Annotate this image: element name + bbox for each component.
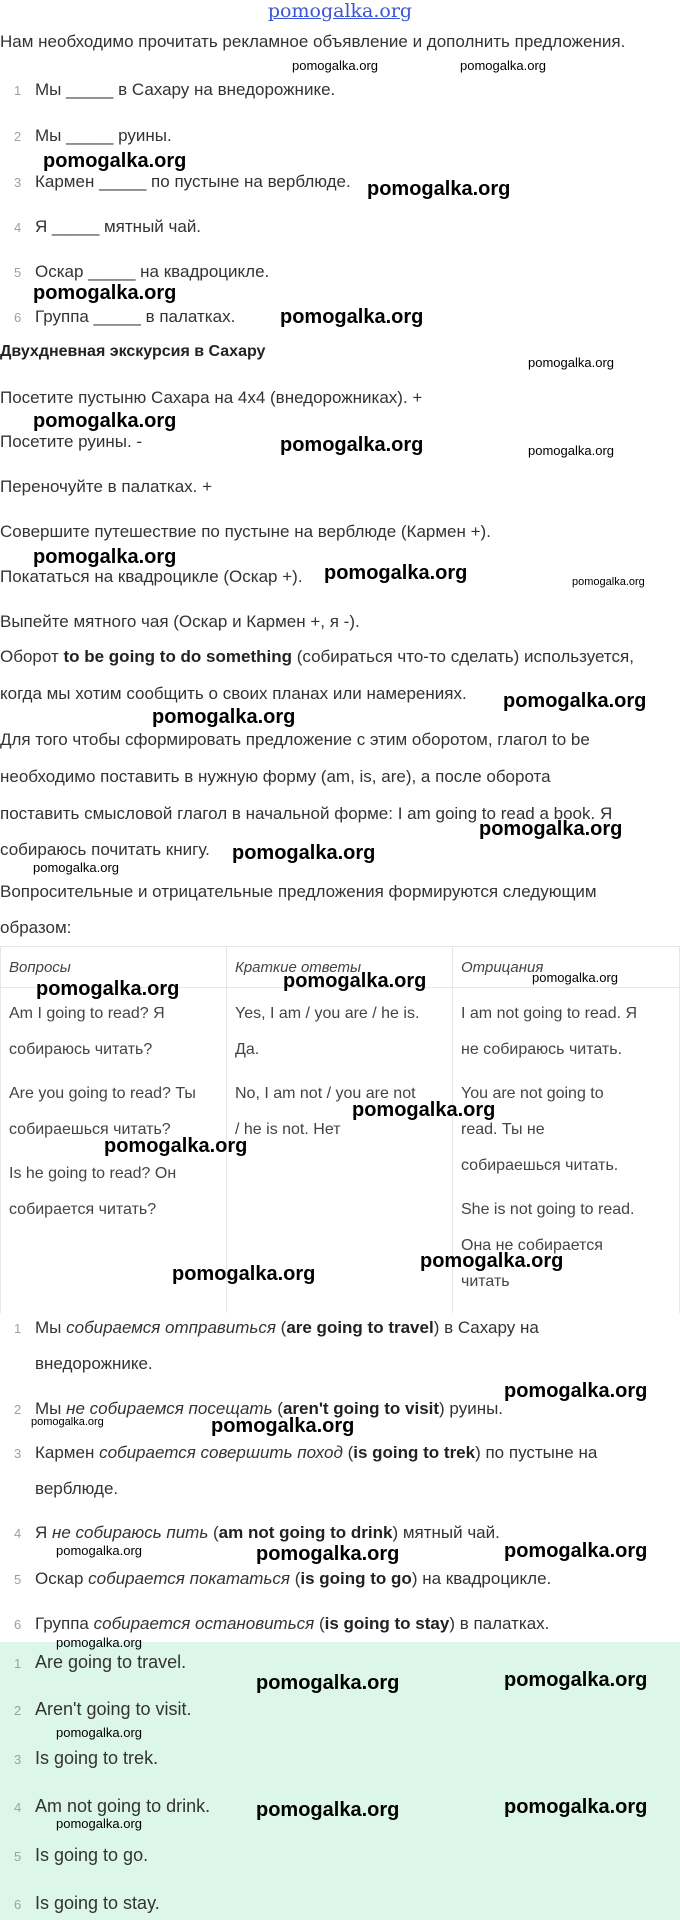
watermark: pomogalka.org [504, 1540, 648, 1562]
watermark: pomogalka.org [33, 410, 177, 432]
item-number: 3 [14, 1446, 22, 1461]
table-cell-line: Она не собирается [461, 1237, 603, 1254]
theory-line: поставить смысловой глагол в начальной форме: I am going to read a book. Я [0, 804, 613, 823]
watermark: pomogalka.org [31, 1416, 104, 1428]
text-fragment: ( [275, 1318, 287, 1337]
text-fragment: ) руины. [439, 1399, 504, 1418]
list-item [0, 1699, 680, 1725]
item-number: 6 [14, 1897, 22, 1912]
watermark: pomogalka.org [479, 818, 623, 840]
text-fragment: ) по пустыне на [475, 1443, 598, 1462]
list-item [0, 172, 680, 196]
item-number: 4 [14, 1526, 22, 1541]
ad-line: Покататься на квадроцикле (Оскар +). [0, 567, 303, 586]
table-cell-line: читать [461, 1273, 510, 1290]
table-cell-line: She is not going to read. [461, 1201, 635, 1218]
watermark: pomogalka.org [504, 1380, 648, 1402]
russian-phrase: собирается совершить поход [99, 1443, 343, 1462]
item-number: 1 [14, 1321, 22, 1336]
watermark: pomogalka.org [292, 58, 378, 73]
item-number: 2 [14, 1703, 22, 1718]
watermark: pomogalka.org [324, 562, 468, 584]
watermark: pomogalka.org [36, 978, 180, 1000]
theory-line: образом: [0, 918, 72, 937]
item-number: 1 [14, 83, 22, 98]
text-fragment: ( [208, 1523, 219, 1542]
english-phrase: is going to stay [324, 1614, 450, 1633]
item-text [35, 1443, 597, 1463]
watermark: pomogalka.org [33, 546, 177, 568]
answer-text: Is going to stay. [35, 1893, 160, 1913]
watermark: pomogalka.org [56, 1543, 142, 1558]
item-text: Группа _____ в палатках. [35, 307, 236, 326]
watermark: pomogalka.org [504, 1796, 648, 1818]
theory-paragraph [0, 647, 634, 667]
watermark: pomogalka.org [504, 1669, 648, 1691]
english-phrase: is going to trek [353, 1443, 476, 1462]
item-text: Оскар _____ на квадроцикле. [35, 262, 270, 281]
table-cell-line: собираешься читать. [461, 1157, 619, 1174]
watermark: pomogalka.org [460, 58, 546, 73]
list-item [0, 1318, 680, 1378]
table-cell-line: / he is not. Нет [235, 1121, 341, 1138]
item-text-line2: внедорожнике. [35, 1354, 153, 1373]
ad-line: Выпейте мятного чая (Оскар и Кармен +, я -). [0, 612, 360, 631]
watermark: pomogalka.org [283, 970, 427, 992]
item-text [35, 1569, 551, 1589]
table-cell-line: Yes, I am / you are / he is. [235, 1005, 420, 1022]
item-number: 4 [14, 1800, 22, 1815]
item-number: 3 [14, 1752, 22, 1767]
text-fragment: ) на квадроцикле. [411, 1569, 552, 1588]
item-number: 1 [14, 1656, 22, 1671]
text-fragment: (собираться что-то сделать) используется, [292, 647, 634, 666]
item-number: 5 [14, 1849, 22, 1864]
watermark: pomogalka.org [256, 1543, 400, 1565]
item-number: 2 [14, 1402, 22, 1417]
item-text: Я _____ мятный чай. [35, 217, 202, 236]
watermark: pomogalka.org [528, 443, 614, 458]
watermark: pomogalka.org [172, 1263, 316, 1285]
header-label: Краткие ответы [235, 959, 361, 976]
list-item [0, 1893, 680, 1919]
text-fragment: Мы [35, 1318, 67, 1337]
ad-line: Переночуйте в палатках. + [0, 477, 213, 496]
item-text [35, 1614, 549, 1634]
watermark: pomogalka.org [232, 842, 376, 864]
answer-text: Is going to trek. [35, 1748, 159, 1768]
text-fragment: Я [35, 1523, 52, 1542]
watermark: pomogalka.org [56, 1635, 142, 1650]
task-intro: Нам необходимо прочитать рекламное объявление и дополнить предложения. [0, 32, 626, 51]
watermark: pomogalka.org [56, 1725, 142, 1740]
item-text [35, 1318, 539, 1338]
item-number: 4 [14, 220, 22, 235]
table-cell-line: You are not going to [461, 1085, 604, 1102]
ad-line: Посетите руины. - [0, 432, 143, 451]
table-cell-line: read. Ты не [461, 1121, 545, 1138]
answer-text: Am not going to drink. [35, 1796, 211, 1816]
grammar-table [0, 946, 680, 1313]
ad-line: Совершите путешествие по пустыне на верблюде (Кармен +). [0, 522, 491, 541]
text-fragment: ) в палатках. [449, 1614, 550, 1633]
english-phrase: are going to travel [286, 1318, 434, 1337]
russian-phrase: собираемся отправиться [66, 1318, 276, 1337]
item-text: Мы _____ руины. [35, 126, 172, 145]
watermark: pomogalka.org [572, 576, 645, 588]
table-cell-line: I am not going to read. Я [461, 1005, 638, 1022]
site-logo[interactable]: pomogalka.org [267, 0, 413, 22]
header-label: Отрицания [461, 959, 544, 976]
watermark: pomogalka.org [33, 282, 177, 304]
watermark: pomogalka.org [43, 150, 187, 172]
theory-line: Для того чтобы сформировать предложение с этим оборотом, глагол to be [0, 730, 590, 749]
item-number: 5 [14, 1572, 22, 1587]
text-fragment: Мы [35, 1399, 67, 1418]
table-cell-line: No, I am not / you are not [235, 1085, 416, 1102]
watermark: pomogalka.org [280, 434, 424, 456]
text-fragment: ) мятный чай. [392, 1523, 500, 1542]
text-fragment: ( [290, 1569, 301, 1588]
table-cell-line: собирается читать? [9, 1201, 157, 1218]
text-fragment: Группа [35, 1614, 94, 1633]
russian-phrase: собирается остановиться [93, 1614, 315, 1633]
text-fragment: Оборот [0, 647, 64, 666]
ad-line: Посетите пустыню Сахара на 4x4 (внедорожниках). + [0, 388, 423, 407]
item-text: Мы _____ в Сахару на внедорожнике. [35, 80, 336, 99]
item-number: 3 [14, 175, 22, 190]
watermark: pomogalka.org [528, 355, 614, 370]
english-phrase: am not going to drink [218, 1523, 393, 1542]
watermark: pomogalka.org [256, 1672, 400, 1694]
watermark: pomogalka.org [211, 1415, 355, 1437]
table-cell-line: собираюсь читать? [9, 1041, 153, 1058]
item-number: 2 [14, 129, 22, 144]
watermark: pomogalka.org [256, 1799, 400, 1821]
theory-line: собираюсь почитать книгу. [0, 840, 210, 859]
watermark: pomogalka.org [503, 690, 647, 712]
english-phrase: aren't going to visit [282, 1399, 440, 1418]
list-item [0, 1569, 680, 1593]
watermark: pomogalka.org [280, 306, 424, 328]
watermark: pomogalka.org [352, 1099, 496, 1121]
watermark: pomogalka.org [367, 178, 511, 200]
list-item [0, 80, 680, 104]
list-item [0, 1443, 680, 1503]
ad-title: Двухдневная экскурсия в Сахару [0, 343, 266, 360]
text-fragment: Оскар [35, 1569, 89, 1588]
table-cell-line: Am I going to read? Я [9, 1005, 165, 1022]
theory-line: когда мы хотим сообщить о своих планах или намерениях. [0, 684, 467, 703]
theory-phrase: to be going to do something [63, 647, 292, 666]
answer-text: Is going to go. [35, 1845, 149, 1865]
item-number: 5 [14, 265, 22, 280]
answer-text: Aren't going to visit. [35, 1699, 192, 1719]
russian-phrase: не собираемся посещать [66, 1399, 273, 1418]
english-phrase: is going to go [300, 1569, 412, 1588]
item-number: 6 [14, 310, 22, 325]
watermark: pomogalka.org [33, 860, 119, 875]
table-cell-line: собираешься читать? [9, 1121, 171, 1138]
header-label: Вопросы [9, 959, 71, 976]
table-cell-line: Is he going to read? Он [9, 1165, 177, 1182]
watermark: pomogalka.org [56, 1816, 142, 1831]
list-item [0, 217, 680, 241]
watermark: pomogalka.org [420, 1250, 564, 1272]
watermark: pomogalka.org [532, 970, 618, 985]
item-number: 6 [14, 1617, 22, 1632]
text-fragment: ) в Сахару на [433, 1318, 539, 1337]
text-fragment: Кармен [35, 1443, 100, 1462]
item-text-line2: верблюде. [35, 1479, 119, 1498]
list-item [0, 1845, 680, 1871]
answer-text: Are going to travel. [35, 1652, 187, 1672]
theory-line: Вопросительные и отрицательные предложения формируются следующим [0, 882, 597, 901]
item-text [35, 1523, 500, 1543]
list-item [0, 1748, 680, 1774]
table-cell-line: Are you going to read? Ты [9, 1085, 196, 1102]
text-fragment: ( [272, 1399, 283, 1418]
item-text: Кармен _____ по пустыне на верблюде. [35, 172, 351, 191]
list-item [0, 126, 680, 150]
watermark: pomogalka.org [152, 706, 296, 728]
russian-phrase: не собираюсь пить [52, 1523, 209, 1542]
theory-line: необходимо поставить в нужную форму (am, is, are), а после оборота [0, 767, 551, 786]
russian-phrase: собирается покататься [88, 1569, 290, 1588]
text-fragment: ( [314, 1614, 325, 1633]
text-fragment: ( [342, 1443, 354, 1462]
watermark: pomogalka.org [104, 1135, 248, 1157]
table-column-questions [1, 947, 227, 1313]
table-cell-line: не собираюсь читать. [461, 1041, 623, 1058]
table-cell-line: Да. [235, 1041, 260, 1058]
